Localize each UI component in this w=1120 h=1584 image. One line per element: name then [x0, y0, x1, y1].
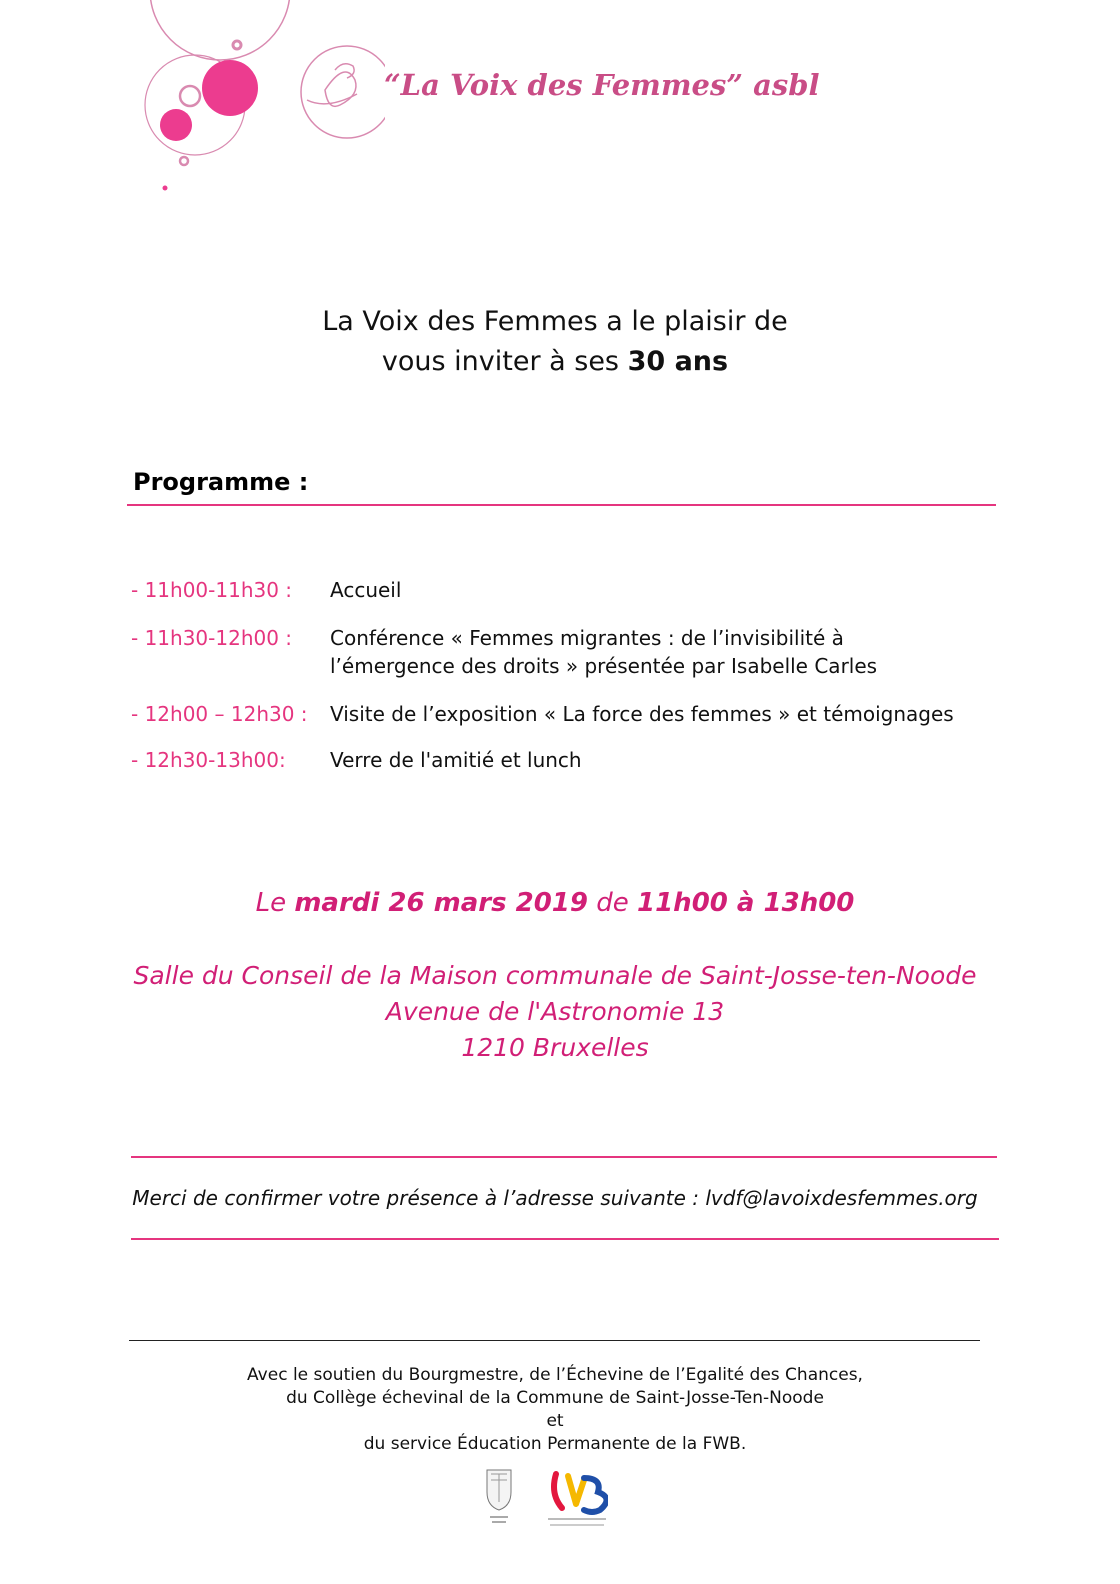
- programme-desc: Verre de l'amitié et lunch: [330, 748, 582, 772]
- footer-divider: [129, 1340, 980, 1341]
- logo-circles-graphic: [135, 0, 385, 200]
- event-venue: [0, 958, 1110, 1066]
- programme-time: - 12h30-13h00:: [131, 748, 286, 772]
- programme-time: - 11h00-11h30 :: [131, 578, 293, 602]
- event-date-mid: de: [587, 888, 637, 918]
- support-line2: du Collège échevinal de la Commune de Saint-Josse-Ten-Noode: [286, 1388, 824, 1408]
- programme-time: - 12h00 – 12h30 :: [131, 702, 308, 726]
- programme-desc: Accueil: [330, 578, 402, 602]
- intro-anniversary: 30 ans: [627, 346, 729, 377]
- intro-line1: La Voix des Femmes a le plaisir de: [322, 306, 788, 337]
- programme-desc: Conférence « Femmes migrantes : de l’invisibilité à l’émergence des droits » présentée par Isabelle Carles: [330, 626, 878, 678]
- pink-divider-rsvp-top: [131, 1156, 997, 1158]
- support-line3: et: [546, 1411, 564, 1431]
- intro-line2-prefix: vous inviter à ses: [381, 346, 628, 377]
- programme-title: Programme :: [133, 468, 309, 496]
- org-name-logo: “La Voix des Femmes” asbl: [384, 68, 820, 102]
- commune-crest-logo: [484, 1466, 514, 1528]
- pink-divider-top: [127, 504, 996, 506]
- venue-line1: Salle du Conseil de la Maison communale de Saint-Josse-ten-Noode: [133, 961, 977, 990]
- support-line1: Avec le soutien du Bourgmestre, de l’Échevine de l’Egalité des Chances,: [247, 1365, 863, 1385]
- intro-line2: [0, 342, 1110, 382]
- event-day: mardi 26 mars 2019: [294, 888, 588, 918]
- intro-text: [0, 302, 1110, 382]
- event-date-prefix: Le: [255, 888, 295, 918]
- pink-divider-rsvp-bottom: [131, 1238, 999, 1240]
- support-text: [0, 1364, 1110, 1456]
- event-hours: 11h00 à 13h00: [637, 888, 855, 918]
- venue-line2: Avenue de l'Astronomie 13: [385, 997, 725, 1026]
- rsvp-text: Merci de confirmer votre présence à l’adresse suivante : lvdf@lavoixdesfemmes.org: [132, 1186, 978, 1210]
- fwb-logo: [548, 1466, 608, 1532]
- support-line4: du service Éducation Permanente de la FWB.: [363, 1434, 747, 1454]
- programme-desc: Visite de l’exposition « La force des femmes » et témoignages: [330, 702, 954, 726]
- programme-time: - 11h30-12h00 :: [131, 626, 293, 650]
- venue-line3: 1210 Bruxelles: [461, 1033, 649, 1062]
- event-date: [0, 888, 1110, 918]
